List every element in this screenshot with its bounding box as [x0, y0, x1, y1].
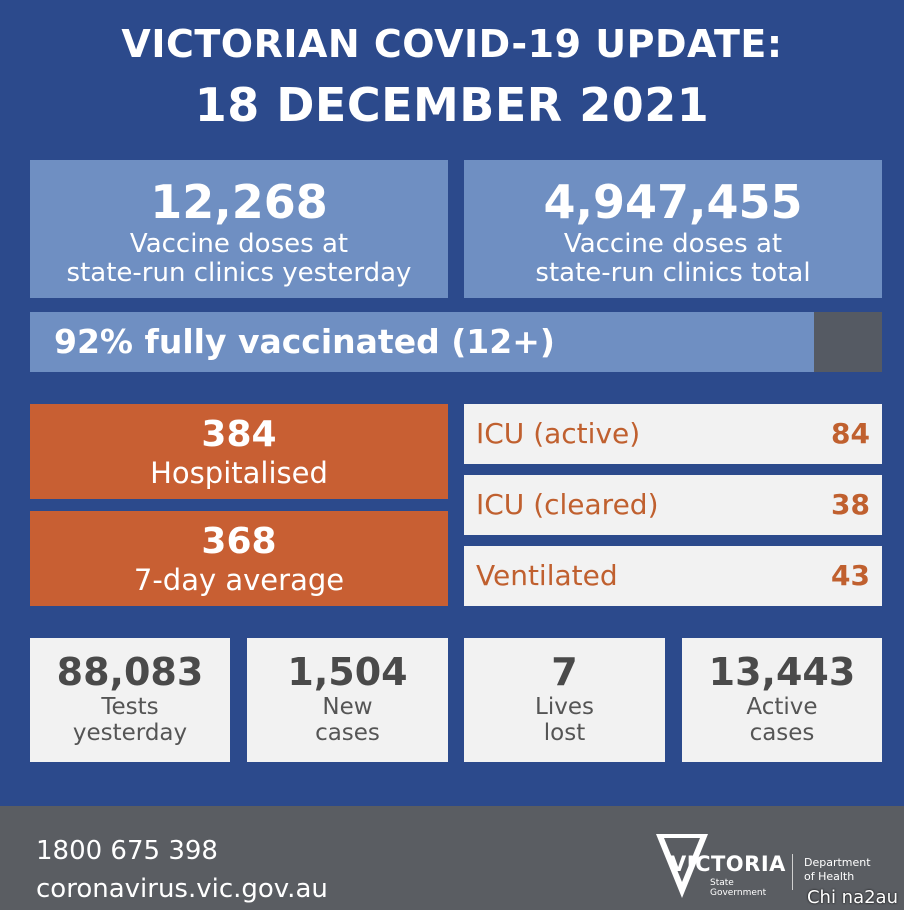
footer: [0, 806, 904, 910]
tests-yesterday-line2: yesterday: [72, 720, 188, 746]
active-cases-value: 13,443: [708, 650, 856, 694]
new-cases-value: 1,504: [287, 650, 408, 694]
dept-line2: of Health: [804, 870, 855, 883]
seven-day-average-card: [30, 511, 448, 606]
watermark: Chi na2au: [806, 887, 898, 908]
vaccine-total-value: 4,947,455: [543, 175, 803, 229]
active-cases-line2: cases: [749, 720, 815, 746]
seven-day-average-label: 7-day average: [133, 563, 345, 597]
hospitalised-card: [30, 404, 448, 499]
website-link[interactable]: coronavirus.vic.gov.au: [36, 874, 328, 904]
vaccine-yesterday-line1: Vaccine doses at: [129, 229, 349, 259]
icu-cleared-label: ICU (cleared): [476, 488, 659, 521]
icu-cleared-value: 38: [831, 488, 870, 521]
phone-number: 1800 675 398: [36, 836, 218, 866]
tests-yesterday-value: 88,083: [56, 650, 204, 694]
dept-line1: Department: [804, 856, 871, 869]
active-cases-card: [682, 638, 882, 762]
hospitalised-label: Hospitalised: [150, 456, 328, 490]
icu-cleared-row: [464, 475, 882, 535]
vaccine-total-line2: state-run clinics total: [535, 258, 811, 288]
logo-divider: [792, 854, 793, 890]
lives-lost-card: [464, 638, 665, 762]
lives-lost-value: 7: [551, 650, 578, 694]
department-of-health: [804, 856, 871, 884]
fully-vaccinated-bar: [30, 312, 882, 372]
page-date: 18 DECEMBER 2021: [194, 78, 710, 132]
tests-yesterday-card: [30, 638, 230, 762]
logo-subtitle-line2: Government: [710, 888, 767, 898]
new-cases-card: [247, 638, 448, 762]
vaccine-total-card: [464, 160, 882, 298]
hospitalised-value: 384: [201, 414, 277, 455]
icu-active-row: [464, 404, 882, 464]
page-title: VICTORIAN COVID-19 UPDATE:: [121, 22, 783, 66]
tests-yesterday-line1: Tests: [101, 694, 159, 720]
new-cases-line1: New: [322, 694, 373, 720]
vaccine-yesterday-line2: state-run clinics yesterday: [66, 258, 412, 288]
lives-lost-line1: Lives: [535, 694, 594, 720]
ventilated-label: Ventilated: [476, 559, 618, 592]
logo-wordmark: VICTORIA: [670, 852, 786, 876]
active-cases-line1: Active: [746, 694, 818, 720]
fully-vaccinated-label: 92% fully vaccinated (12+): [54, 322, 555, 361]
vaccine-total-line1: Vaccine doses at: [563, 229, 783, 259]
icu-active-label: ICU (active): [476, 417, 641, 450]
logo-subtitle-line1: State: [710, 878, 734, 888]
ventilated-value: 43: [831, 559, 870, 592]
logo-subtitle: [710, 878, 766, 898]
ventilated-row: [464, 546, 882, 606]
vaccine-yesterday-value: 12,268: [150, 175, 328, 229]
icu-active-value: 84: [831, 417, 870, 450]
seven-day-average-value: 368: [201, 521, 277, 562]
lives-lost-line2: lost: [543, 720, 586, 746]
vaccine-yesterday-card: [30, 160, 448, 298]
unvaccinated-remainder: [814, 312, 882, 372]
new-cases-line2: cases: [315, 720, 380, 746]
